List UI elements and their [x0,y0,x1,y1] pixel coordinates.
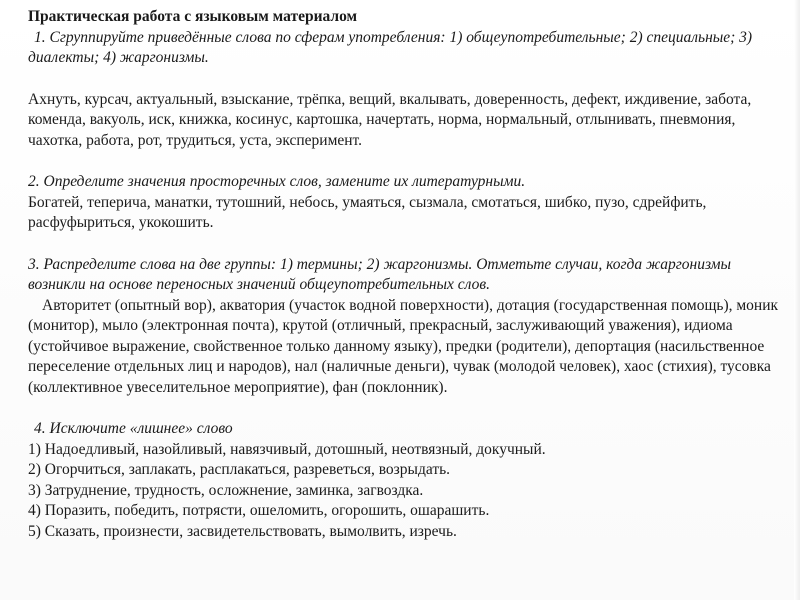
task1-instruction: 1. Сгруппируйте приведённые слова по сферам употребления: 1) общеупотребительные; 2) специальные; 3) диалекты; 4) жаргонизмы. [28,28,753,66]
spacer [28,398,790,419]
task3-word-list: Авторитет (опытный вор), акватория (участок водной поверхности), дотация (государственная помощь), моник (монитор), мыло (электронная почта), крутой (отличный, прекрасный, заслуживающий уважения), идиома (устойчивое выражение, свойственное только данному языку), предки (родители), депортация (насильственное переселение отдельных лиц и народов), нал (наличные деньги), чувак (молодой человек), хаос (стихия), тусовка (коллективное увеселительное мероприятие), фан (поклонник). [28,296,779,396]
spacer [28,234,790,255]
task4-list [28,440,790,543]
list-item: 2) Огорчиться, заплакать, расплакаться, разреветься, возрыдать. [28,461,451,478]
list-item: 3) Затруднение, трудность, осложнение, заминка, загвоздка. [28,481,424,499]
list-item: 4) Поразить, победить, потрясти, ошеломить, огорошить, ошарашить. [28,502,490,519]
list-item: 1) Надоедливый, назойливый, навязчивый, дотошный, неотвязный, докучный. [28,440,546,458]
task1-word-list: Ахнуть, курсач, актуальный, взыскание, трёпка, вещий, вкалывать, доверенность, дефект, иждивение, забота, коменда, вакуоль, иск, книжка, косинус, картошка, начертать, норма, нормальный, отлынивать, пневмония, чахотка, работа, рот, трудиться, уста, эксперимент. [28,90,752,149]
spacer [28,69,790,90]
document-body [28,7,790,542]
spacer [28,151,790,172]
slide-edge-shadow [794,0,800,600]
task4-instruction: 4. Исключите «лишнее» слово [34,420,233,437]
list-item: 5) Сказать, произнести, засвидетельствовать, вымолвить, изречь. [28,522,457,540]
task2-word-list: Богатей, теперича, манатки, тутошний, небось, умаяться, сызмала, смотаться, шибко, пузо, сдрейфить, расфуфыриться, укокошить. [28,193,707,231]
task3-instruction: 3. Распределите слова на две группы: 1) термины; 2) жаргонизмы. Отметьте случаи, когда жаргонизмы возникли на основе переносных значений общеупотребительных слов. [28,255,732,293]
task2-instruction: 2. Определите значения просторечных слов, замените их литературными. [28,173,526,190]
document-title: Практическая работа с языковым материалом [28,8,358,25]
